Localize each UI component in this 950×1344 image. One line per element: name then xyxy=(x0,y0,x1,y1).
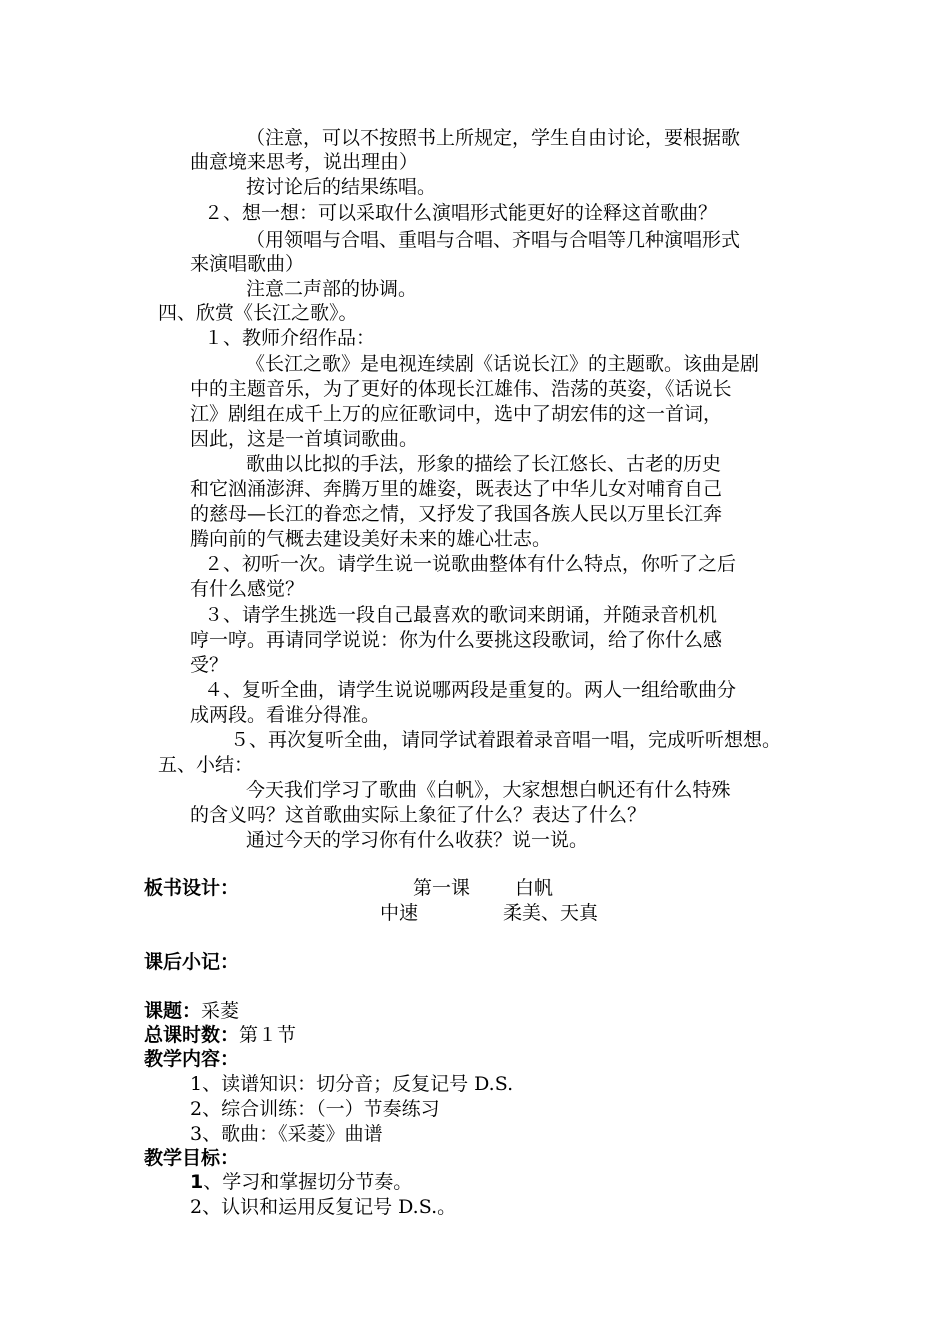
intro-line-3: 江》剧组在成千上万的应征歌词中，选中了胡宏伟的这一首词， xyxy=(190,403,723,425)
content-item-1: 1、读谱知识：切分音；反复记号 D.S. xyxy=(190,1073,514,1095)
step-4-line-1: ４、复听全曲，请学生说说哪两段是重复的。两人一组给歌曲分 xyxy=(204,679,737,701)
goal-1-number: 1 xyxy=(190,1171,204,1193)
lesson-title-value: 采菱 xyxy=(201,1000,240,1022)
intro-line-1: 《长江之歌》是电视连续剧《话说长江》的主题歌。该曲是剧 xyxy=(246,353,760,375)
content-item-3: 3、歌曲：《采菱》曲谱 xyxy=(190,1123,383,1145)
note-line-1: （注意，可以不按照书上所规定，学生自由讨论，要根据歌 xyxy=(246,127,741,149)
step-3-line-1: ３、请学生挑选一段自己最喜欢的歌词来朗诵，并随录音机机 xyxy=(204,604,718,626)
board-tempo: 中速 xyxy=(380,902,419,924)
summary-line-1: 今天我们学习了歌曲《白帆》，大家想想白帆还有什么特殊 xyxy=(246,779,731,801)
teaching-content-label: 教学内容： xyxy=(144,1048,240,1070)
lesson-title-label: 课题： xyxy=(144,1000,202,1022)
analysis-line-2: 和它汹涌澎湃、奔腾万里的雄姿，既表达了中华儿女对哺育自己 xyxy=(190,478,723,500)
question-2: ２、想一想：可以采取什么演唱形式能更好的诠释这首歌曲？ xyxy=(204,202,718,224)
board-mood: 柔美、天真 xyxy=(503,902,599,924)
goal-1 xyxy=(190,1170,412,1194)
summary-line-2: 的含义吗？这首歌曲实际上象征了什么？表达了什么？ xyxy=(190,804,647,826)
step-2-line-1: ２、初听一次。请学生说一说歌曲整体有什么特点，你听了之后 xyxy=(204,553,737,575)
section-4-step-1: １、教师介绍作品： xyxy=(204,327,376,349)
lesson-title-row xyxy=(144,999,239,1023)
section-4-heading: 四、欣赏《长江之歌》。 xyxy=(158,302,358,324)
lesson-hours-value: 第１节 xyxy=(239,1024,297,1046)
board-lesson: 第一课 xyxy=(413,877,471,899)
step-5: ５、再次复听全曲，请同学试着跟着录音唱一唱，完成听听想想。 xyxy=(230,729,782,751)
step-2-line-2: 有什么感觉？ xyxy=(190,578,305,600)
section-5-heading: 五、小结： xyxy=(158,754,254,776)
practice-line: 按讨论后的结果练唱。 xyxy=(246,176,437,198)
analysis-line-3: 的慈母—长江的眷恋之情，又抒发了我国各族人民以万里长江奔 xyxy=(190,503,723,525)
teaching-goals-label: 教学目标： xyxy=(144,1147,240,1169)
intro-line-4: 因此，这是一首填词歌曲。 xyxy=(190,428,419,450)
harmony-note: 注意二声部的协调。 xyxy=(246,278,418,300)
forms-line-2: 来演唱歌曲） xyxy=(190,253,305,275)
content-item-2: 2、综合训练：（一）节奏练习 xyxy=(190,1098,440,1120)
analysis-line-1: 歌曲以比拟的手法，形象的描绘了长江悠长、古老的历史 xyxy=(246,453,722,475)
board-song: 白帆 xyxy=(515,877,554,899)
lesson-hours-label: 总课时数： xyxy=(144,1024,240,1046)
step-3-line-3: 受？ xyxy=(190,654,229,676)
goal-2: 2、认识和运用反复记号 D.S.。 xyxy=(190,1196,457,1218)
analysis-line-4: 腾向前的气概去建设美好未来的雄心壮志。 xyxy=(190,528,552,550)
note-line-2: 曲意境来思考，说出理由） xyxy=(190,151,419,173)
forms-line-1: （用领唱与合唱、重唱与合唱、齐唱与合唱等几种演唱形式 xyxy=(246,229,741,251)
afterword-label: 课后小记： xyxy=(144,951,240,973)
step-4-line-2: 成两段。看谁分得准。 xyxy=(190,704,381,726)
summary-line-3: 通过今天的学习你有什么收获？说一说。 xyxy=(246,829,589,851)
step-3-line-2: 哼一哼。再请同学说说：你为什么要挑这段歌词，给了你什么感 xyxy=(190,629,723,651)
goal-1-text: 、学习和掌握切分节奏。 xyxy=(203,1171,413,1193)
lesson-hours-row xyxy=(144,1023,296,1047)
board-design-label: 板书设计： xyxy=(144,877,240,899)
intro-line-2: 中的主题音乐，为了更好的体现长江雄伟、浩荡的英姿，《话说长 xyxy=(190,378,732,400)
